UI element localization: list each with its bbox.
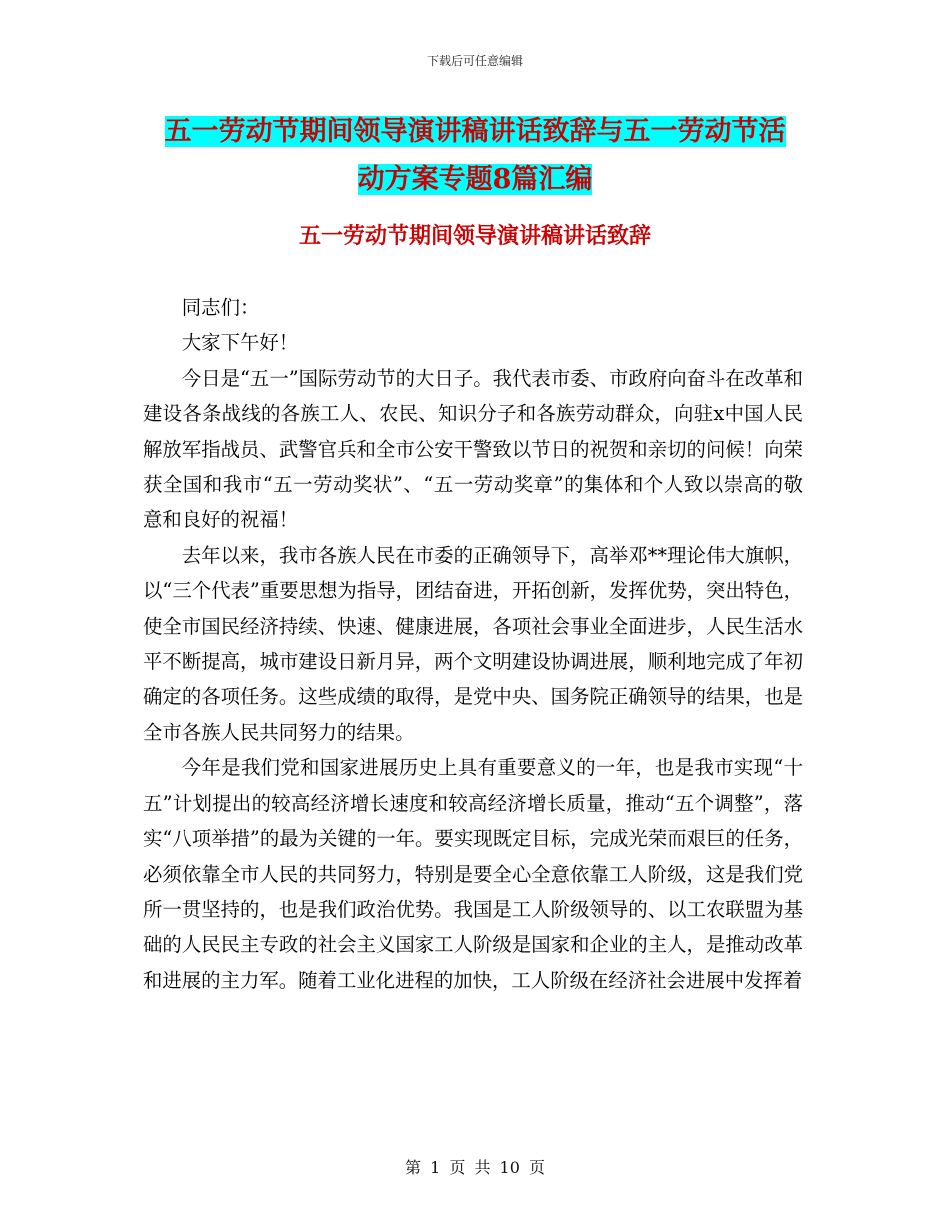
paragraph: 大家下午好！ bbox=[181, 331, 299, 355]
body-text bbox=[143, 290, 803, 998]
paragraph: 今日是“五一”国际劳动节的大日子。我代表市委、市政府向奋斗在改革和建设各条战线的各族工人、农民、知识分子和各族劳动群众，向驻x中国人民解放军指战员、武警官兵和全市公安干警致以节日的祝贺和亲切的问候！向荣获全国和我市“五一劳动奖状”、“五一劳动奖章”的集体和个人致以崇高的敬意和良好的祝福！ bbox=[143, 366, 803, 532]
paragraph: 同志们： bbox=[181, 296, 260, 319]
page-header-note: 下载后可任意编辑 bbox=[426, 54, 523, 68]
paragraph: 去年以来，我市各族人民在市委的正确领导下，高举邓**理论伟大旗帜，以“三个代表”重要思想为指导，团结奋进，开拓创新，发挥优势，突出特色，使全市国民经济持续、快速、健康进展，各项社会事业全面进步，人民生活水平不断提高，城市建设日新月异，两个文明建设协调进展，顺利地完成了年初确定的各项任务。这些成绩的取得，是党中央、国务院正确领导的结果，也是全市各族人民共同努力的结果。 bbox=[143, 543, 803, 744]
document-title-line-1: 五一劳动节期间领导演讲稿讲话致辞与五一劳动节活 bbox=[164, 116, 786, 147]
document-title-line-2: 动方案专题8篇汇编 bbox=[357, 164, 593, 195]
document-title bbox=[120, 108, 830, 204]
section-title: 五一劳动节期间领导演讲稿讲话致辞 bbox=[298, 223, 651, 249]
page-number: 第 1 页 共 10 页 bbox=[405, 1158, 545, 1177]
paragraph: 今年是我们党和国家进展历史上具有重要意义的一年，也是我市实现“十五”计划提出的较高经济增长速度和较高经济增长质量，推动“五个调整”，落实“八项举措”的最为关键的一年。要实现既定目标，完成光荣而艰巨的任务，必须依靠全市人民的共同努力，特别是要全心全意依靠工人阶级，这是我们党所一贯坚持的，也是我们政治优势。我国是工人阶级领导的、以工农联盟为基础的人民民主专政的社会主义国家工人阶级是国家和企业的主人，是推动改革和进展的主力军。随着工业化进程的加快，工人阶级在经济社会进展中发挥着 bbox=[143, 756, 803, 992]
